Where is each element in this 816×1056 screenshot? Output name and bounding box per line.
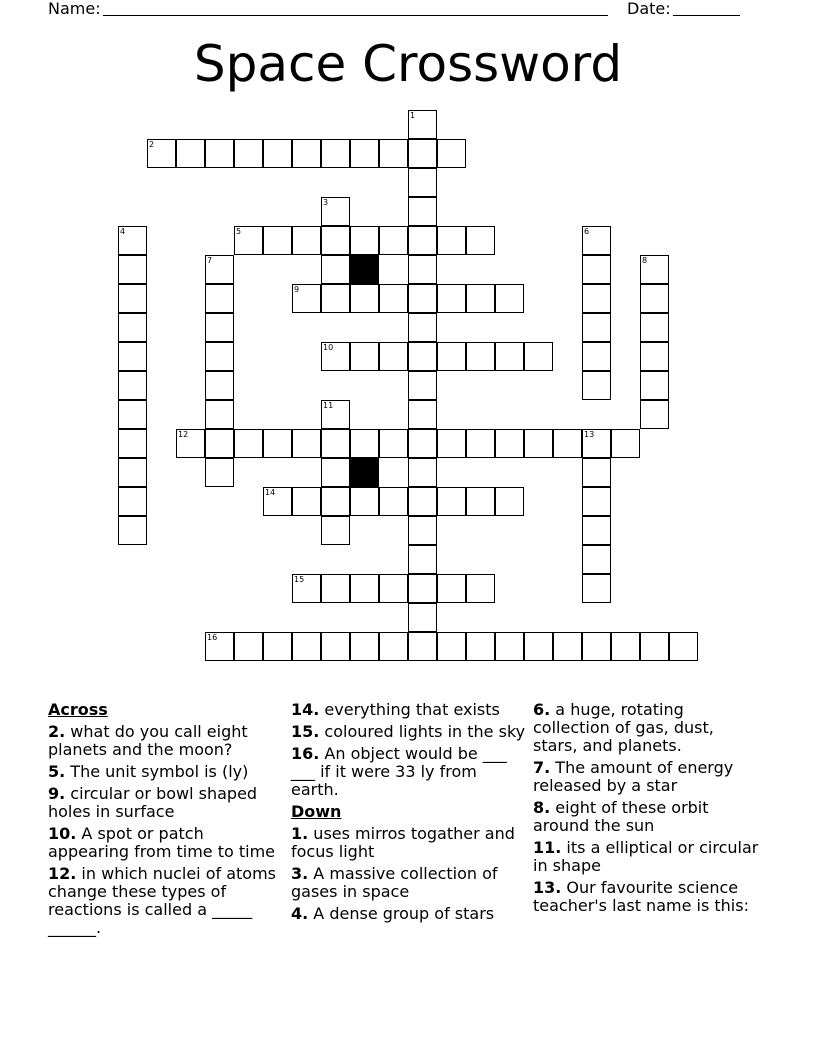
grid-cell[interactable] xyxy=(437,574,466,603)
grid-cell[interactable] xyxy=(263,429,292,458)
grid-cell[interactable] xyxy=(437,342,466,371)
grid-cell[interactable] xyxy=(582,226,611,255)
grid-cell[interactable] xyxy=(582,313,611,342)
grid-cell[interactable] xyxy=(495,429,524,458)
cell-number: 9 xyxy=(294,285,300,294)
clue-item xyxy=(48,763,283,781)
clues-column-2 xyxy=(291,701,526,927)
grid-cell[interactable] xyxy=(379,226,408,255)
grid-cell[interactable] xyxy=(379,487,408,516)
grid-cell[interactable] xyxy=(234,429,263,458)
grid-cell[interactable] xyxy=(640,313,669,342)
clue-text: A spot or patch appearing from time to time xyxy=(48,824,276,861)
grid-cell[interactable] xyxy=(437,284,466,313)
grid-cell[interactable] xyxy=(292,429,321,458)
grid-cell[interactable] xyxy=(408,284,437,313)
grid-cell[interactable] xyxy=(437,632,466,661)
grid-cell[interactable] xyxy=(118,371,147,400)
clue-text: An object would be ___ ___ if it were 33 ly from earth. xyxy=(291,744,507,799)
clue-text: A dense group of stars xyxy=(308,904,495,923)
cell-number: 10 xyxy=(323,343,334,352)
grid-cell[interactable] xyxy=(321,574,350,603)
grid-cell[interactable] xyxy=(582,545,611,574)
grid-cell[interactable] xyxy=(379,632,408,661)
clue-item xyxy=(291,723,526,741)
grid-cell[interactable] xyxy=(321,400,350,429)
grid-cell[interactable] xyxy=(408,197,437,226)
grid-cell[interactable] xyxy=(466,632,495,661)
grid-cell[interactable] xyxy=(611,429,640,458)
grid-cell[interactable] xyxy=(582,342,611,371)
grid-cell[interactable] xyxy=(205,632,234,661)
grid-cell[interactable] xyxy=(379,284,408,313)
grid-cell[interactable] xyxy=(669,632,698,661)
grid-cell[interactable] xyxy=(495,632,524,661)
grid-cell[interactable] xyxy=(234,139,263,168)
grid-cell[interactable] xyxy=(321,516,350,545)
grid-cell[interactable] xyxy=(379,342,408,371)
grid-cell[interactable] xyxy=(350,342,379,371)
grid-cell[interactable] xyxy=(408,342,437,371)
cell-number: 12 xyxy=(178,430,189,439)
grid-cell[interactable] xyxy=(582,284,611,313)
grid-cell[interactable] xyxy=(147,139,176,168)
grid-cell[interactable] xyxy=(292,139,321,168)
grid-cell[interactable] xyxy=(437,429,466,458)
cell-number: 14 xyxy=(265,488,276,497)
grid-cell[interactable] xyxy=(408,400,437,429)
grid-cell[interactable] xyxy=(640,400,669,429)
grid-cell[interactable] xyxy=(350,226,379,255)
clue-number: 5. xyxy=(48,762,66,781)
grid-cell[interactable] xyxy=(205,313,234,342)
grid-cell[interactable] xyxy=(176,139,205,168)
grid-cell[interactable] xyxy=(321,487,350,516)
clue-item xyxy=(48,825,283,861)
clue-text: coloured lights in the sky xyxy=(319,722,526,741)
clue-item xyxy=(291,865,526,901)
grid-cell[interactable] xyxy=(176,429,205,458)
grid-cell[interactable] xyxy=(321,342,350,371)
grid-cell[interactable] xyxy=(205,400,234,429)
clue-item xyxy=(48,865,283,937)
clue-number: 16. xyxy=(291,744,320,763)
clue-item xyxy=(48,785,283,821)
grid-cell[interactable] xyxy=(321,284,350,313)
grid-cell[interactable] xyxy=(118,400,147,429)
grid-cell[interactable] xyxy=(582,632,611,661)
clue-item xyxy=(533,879,763,915)
grid-cell[interactable] xyxy=(466,487,495,516)
clue-text: eight of these orbit around the sun xyxy=(533,798,709,835)
grid-cell[interactable] xyxy=(321,429,350,458)
grid-cell[interactable] xyxy=(408,313,437,342)
cell-number: 7 xyxy=(207,256,213,265)
cell-number: 13 xyxy=(584,430,595,439)
grid-cell[interactable] xyxy=(205,458,234,487)
grid-cell[interactable] xyxy=(408,371,437,400)
clue-number: 11. xyxy=(533,838,562,857)
clue-number: 12. xyxy=(48,864,77,883)
cell-number: 4 xyxy=(120,227,126,236)
clue-item xyxy=(533,759,763,795)
grid-cell[interactable] xyxy=(292,632,321,661)
clue-number: 3. xyxy=(291,864,309,883)
grid-cell[interactable] xyxy=(640,371,669,400)
grid-cell[interactable] xyxy=(205,139,234,168)
grid-cell[interactable] xyxy=(292,284,321,313)
grid-cell[interactable] xyxy=(408,458,437,487)
grid-cell[interactable] xyxy=(263,632,292,661)
grid-cell[interactable] xyxy=(379,574,408,603)
clue-text: A massive collection of gases in space xyxy=(291,864,498,901)
page-title: Space Crossword xyxy=(193,35,623,93)
grid-cell[interactable] xyxy=(582,574,611,603)
grid-cell[interactable] xyxy=(234,632,263,661)
grid-cell[interactable] xyxy=(408,603,437,632)
grid-cell[interactable] xyxy=(350,632,379,661)
cell-number: 3 xyxy=(323,198,329,207)
grid-cell[interactable] xyxy=(466,574,495,603)
grid-cell[interactable] xyxy=(524,342,553,371)
clue-text: everything that exists xyxy=(319,700,500,719)
grid-cell[interactable] xyxy=(437,226,466,255)
clue-heading: Across xyxy=(48,700,108,719)
grid-cell-black xyxy=(350,255,379,284)
grid-cell[interactable] xyxy=(205,429,234,458)
grid-cell[interactable] xyxy=(118,284,147,313)
clue-number: 14. xyxy=(291,700,320,719)
grid-cell[interactable] xyxy=(495,342,524,371)
grid-cell[interactable] xyxy=(524,429,553,458)
grid-cell[interactable] xyxy=(263,226,292,255)
cell-number: 5 xyxy=(236,227,242,236)
clue-number: 8. xyxy=(533,798,551,817)
grid-cell-black xyxy=(350,458,379,487)
grid-cell[interactable] xyxy=(292,574,321,603)
clue-text: uses mirros togather and focus light xyxy=(291,824,515,861)
clue-number: 7. xyxy=(533,758,551,777)
grid-cell[interactable] xyxy=(350,487,379,516)
grid-cell[interactable] xyxy=(350,574,379,603)
grid-cell[interactable] xyxy=(408,139,437,168)
grid-cell[interactable] xyxy=(553,632,582,661)
cell-number: 6 xyxy=(584,227,590,236)
cell-number: 15 xyxy=(294,575,305,584)
grid-cell[interactable] xyxy=(408,255,437,284)
grid-cell[interactable] xyxy=(263,487,292,516)
cell-number: 2 xyxy=(149,140,155,149)
clue-item xyxy=(291,825,526,861)
clue-number: 6. xyxy=(533,700,551,719)
grid-cell[interactable] xyxy=(205,342,234,371)
grid-cell[interactable] xyxy=(118,516,147,545)
grid-cell[interactable] xyxy=(263,139,292,168)
grid-cell[interactable] xyxy=(408,226,437,255)
clues-column-1 xyxy=(48,701,283,941)
clue-number: 4. xyxy=(291,904,309,923)
date-label: Date: xyxy=(627,0,671,18)
grid-cell[interactable] xyxy=(466,342,495,371)
grid-cell[interactable] xyxy=(321,226,350,255)
grid-cell[interactable] xyxy=(495,487,524,516)
cell-number: 1 xyxy=(410,111,416,120)
grid-cell[interactable] xyxy=(524,632,553,661)
grid-cell[interactable] xyxy=(640,284,669,313)
grid-cell[interactable] xyxy=(234,226,263,255)
clue-text: in which nuclei of atoms change these types of reactions is called a _____ ______. xyxy=(48,864,276,937)
clue-item xyxy=(48,723,283,759)
clue-text: The unit symbol is (ly) xyxy=(65,762,249,781)
clue-item xyxy=(533,799,763,835)
grid-cell[interactable] xyxy=(640,255,669,284)
clue-item xyxy=(291,701,526,719)
grid-cell[interactable] xyxy=(408,168,437,197)
grid-cell[interactable] xyxy=(118,226,147,255)
grid-cell[interactable] xyxy=(408,516,437,545)
grid-cell[interactable] xyxy=(466,429,495,458)
grid-cell[interactable] xyxy=(292,226,321,255)
grid-cell[interactable] xyxy=(466,284,495,313)
clue-item xyxy=(291,745,526,799)
clue-number: 9. xyxy=(48,784,66,803)
cell-number: 8 xyxy=(642,256,648,265)
grid-cell[interactable] xyxy=(205,255,234,284)
grid-cell[interactable] xyxy=(321,139,350,168)
clue-text: circular or bowl shaped holes in surface xyxy=(48,784,258,821)
grid-cell[interactable] xyxy=(350,284,379,313)
clues-column-3 xyxy=(533,701,763,919)
grid-cell[interactable] xyxy=(582,429,611,458)
grid-cell[interactable] xyxy=(640,342,669,371)
cell-number: 16 xyxy=(207,633,218,642)
grid-cell[interactable] xyxy=(640,632,669,661)
grid-cell[interactable] xyxy=(437,487,466,516)
grid-cell[interactable] xyxy=(582,487,611,516)
grid-cell[interactable] xyxy=(321,255,350,284)
clue-text: The amount of energy released by a star xyxy=(533,758,734,795)
clue-number: 1. xyxy=(291,824,309,843)
clue-text: Our favourite science teacher's last name is this: xyxy=(533,878,749,915)
grid-cell[interactable] xyxy=(118,255,147,284)
clue-number: 13. xyxy=(533,878,562,897)
clue-item xyxy=(533,839,763,875)
grid-cell[interactable] xyxy=(118,313,147,342)
grid-cell[interactable] xyxy=(611,632,640,661)
grid-cell[interactable] xyxy=(408,110,437,139)
grid-cell[interactable] xyxy=(582,255,611,284)
grid-cell[interactable] xyxy=(118,429,147,458)
cell-number: 11 xyxy=(323,401,334,410)
grid-cell[interactable] xyxy=(350,139,379,168)
grid-cell[interactable] xyxy=(118,487,147,516)
grid-cell[interactable] xyxy=(466,226,495,255)
grid-cell[interactable] xyxy=(437,139,466,168)
grid-cell[interactable] xyxy=(408,632,437,661)
grid-cell[interactable] xyxy=(582,516,611,545)
grid-cell[interactable] xyxy=(408,574,437,603)
grid-cell[interactable] xyxy=(321,458,350,487)
clue-number: 10. xyxy=(48,824,77,843)
clue-heading: Down xyxy=(291,802,342,821)
name-label: Name: xyxy=(48,0,101,18)
clue-item xyxy=(291,905,526,923)
grid-cell[interactable] xyxy=(350,429,379,458)
clue-text: what do you call eight planets and the moon? xyxy=(48,722,248,759)
grid-cell[interactable] xyxy=(292,487,321,516)
grid-cell[interactable] xyxy=(408,545,437,574)
clue-text: a huge, rotating collection of gas, dust, stars, and planets. xyxy=(533,700,714,755)
grid-cell[interactable] xyxy=(118,342,147,371)
grid-cell[interactable] xyxy=(582,458,611,487)
grid-cell[interactable] xyxy=(408,429,437,458)
clue-text: its a elliptical or circular in shape xyxy=(533,838,759,875)
clue-item xyxy=(533,701,763,755)
grid-cell[interactable] xyxy=(379,139,408,168)
grid-cell[interactable] xyxy=(118,458,147,487)
grid-cell[interactable] xyxy=(582,371,611,400)
grid-cell[interactable] xyxy=(379,429,408,458)
grid-cell[interactable] xyxy=(205,284,234,313)
grid-cell[interactable] xyxy=(495,284,524,313)
clue-number: 2. xyxy=(48,722,66,741)
grid-cell[interactable] xyxy=(321,632,350,661)
clue-number: 15. xyxy=(291,722,320,741)
grid-cell[interactable] xyxy=(408,487,437,516)
grid-cell[interactable] xyxy=(205,371,234,400)
grid-cell[interactable] xyxy=(321,197,350,226)
grid-cell[interactable] xyxy=(553,429,582,458)
